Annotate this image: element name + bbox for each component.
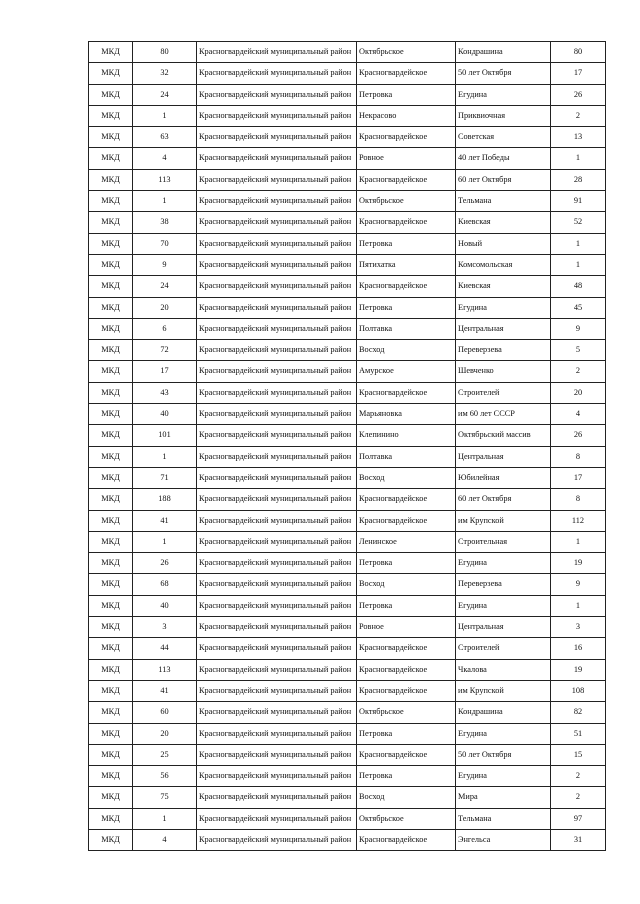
district-cell: Красногвардейский муниципальный район [197,105,357,126]
count-cell: 17 [133,361,197,382]
district-cell: Красногвардейский муниципальный район [197,276,357,297]
building-type-cell: МКД [89,766,133,787]
table-row [89,531,606,552]
district-cell: Красногвардейский муниципальный район [197,148,357,169]
settlement-cell: Красногвардейское [357,659,456,680]
building-type-cell: МКД [89,531,133,552]
house-number-cell: 1 [551,531,606,552]
district-cell: Красногвардейский муниципальный район [197,169,357,190]
house-number-cell: 80 [551,42,606,63]
district-cell: Красногвардейский муниципальный район [197,318,357,339]
street-cell: 50 лет Октября [456,744,551,765]
count-cell: 41 [133,510,197,531]
street-cell: Егудина [456,723,551,744]
building-type-cell: МКД [89,105,133,126]
street-cell: Шевченко [456,361,551,382]
table-row [89,297,606,318]
settlement-cell: Марьяновка [357,404,456,425]
count-cell: 26 [133,553,197,574]
house-number-cell: 2 [551,105,606,126]
count-cell: 40 [133,595,197,616]
street-cell: им 60 лет СССР [456,404,551,425]
count-cell: 113 [133,659,197,680]
building-type-cell: МКД [89,84,133,105]
house-number-cell: 2 [551,361,606,382]
building-type-cell: МКД [89,787,133,808]
house-number-cell: 26 [551,425,606,446]
table-row [89,148,606,169]
building-type-cell: МКД [89,318,133,339]
settlement-cell: Красногвардейское [357,510,456,531]
table-row [89,169,606,190]
street-cell: Егудина [456,766,551,787]
house-number-cell: 1 [551,233,606,254]
settlement-cell: Октябрьское [357,191,456,212]
settlement-cell: Красногвардейское [357,680,456,701]
count-cell: 101 [133,425,197,446]
district-cell: Красногвардейский муниципальный район [197,191,357,212]
table-row [89,680,606,701]
table-row [89,127,606,148]
settlement-cell: Красногвардейское [357,276,456,297]
district-cell: Красногвардейский муниципальный район [197,723,357,744]
district-cell: Красногвардейский муниципальный район [197,382,357,403]
building-type-cell: МКД [89,340,133,361]
district-cell: Красногвардейский муниципальный район [197,808,357,829]
table-row [89,404,606,425]
street-cell: Приквиочная [456,105,551,126]
count-cell: 24 [133,84,197,105]
house-number-cell: 17 [551,63,606,84]
street-cell: Центральная [456,318,551,339]
settlement-cell: Красногвардейское [357,63,456,84]
table-row [89,276,606,297]
count-cell: 4 [133,148,197,169]
house-number-cell: 48 [551,276,606,297]
count-cell: 75 [133,787,197,808]
district-cell: Красногвардейский муниципальный район [197,829,357,850]
count-cell: 68 [133,574,197,595]
settlement-cell: Красногвардейское [357,829,456,850]
building-type-cell: МКД [89,127,133,148]
house-number-cell: 4 [551,404,606,425]
settlement-cell: Ровное [357,148,456,169]
district-cell: Красногвардейский муниципальный район [197,617,357,638]
district-cell: Красногвардейский муниципальный район [197,127,357,148]
table-row [89,382,606,403]
building-type-cell: МКД [89,574,133,595]
district-cell: Красногвардейский муниципальный район [197,467,357,488]
count-cell: 71 [133,467,197,488]
building-type-cell: МКД [89,361,133,382]
settlement-cell: Октябрьское [357,808,456,829]
building-type-cell: МКД [89,553,133,574]
street-cell: 60 лет Октября [456,489,551,510]
table-row [89,63,606,84]
house-number-cell: 2 [551,766,606,787]
count-cell: 24 [133,276,197,297]
street-cell: Тельмана [456,808,551,829]
count-cell: 20 [133,297,197,318]
table-row [89,723,606,744]
table-row [89,254,606,275]
street-cell: Строителей [456,382,551,403]
table-row [89,702,606,723]
count-cell: 3 [133,617,197,638]
building-type-cell: МКД [89,489,133,510]
building-type-cell: МКД [89,808,133,829]
district-cell: Красногвардейский муниципальный район [197,340,357,361]
buildings-table [88,41,606,851]
building-type-cell: МКД [89,680,133,701]
house-number-cell: 51 [551,723,606,744]
count-cell: 4 [133,829,197,850]
count-cell: 56 [133,766,197,787]
settlement-cell: Петровка [357,84,456,105]
building-type-cell: МКД [89,723,133,744]
settlement-cell: Восход [357,787,456,808]
table-row [89,829,606,850]
street-cell: Мира [456,787,551,808]
table-row [89,766,606,787]
house-number-cell: 16 [551,638,606,659]
house-number-cell: 1 [551,595,606,616]
street-cell: Чкалова [456,659,551,680]
count-cell: 9 [133,254,197,275]
house-number-cell: 8 [551,489,606,510]
table-row [89,318,606,339]
street-cell: Комсомольская [456,254,551,275]
district-cell: Красногвардейский муниципальный район [197,510,357,531]
street-cell: Переверзева [456,340,551,361]
house-number-cell: 108 [551,680,606,701]
house-number-cell: 19 [551,659,606,680]
table-row [89,595,606,616]
district-cell: Красногвардейский муниципальный район [197,425,357,446]
district-cell: Красногвардейский муниципальный район [197,297,357,318]
table-row [89,446,606,467]
house-number-cell: 52 [551,212,606,233]
building-type-cell: МКД [89,212,133,233]
table-row [89,574,606,595]
building-type-cell: МКД [89,595,133,616]
building-type-cell: МКД [89,63,133,84]
district-cell: Красногвардейский муниципальный район [197,553,357,574]
count-cell: 6 [133,318,197,339]
count-cell: 43 [133,382,197,403]
street-cell: Октябрьский массив [456,425,551,446]
house-number-cell: 1 [551,148,606,169]
house-number-cell: 91 [551,191,606,212]
building-type-cell: МКД [89,702,133,723]
building-type-cell: МКД [89,382,133,403]
settlement-cell: Петровка [357,297,456,318]
count-cell: 38 [133,212,197,233]
district-cell: Красногвардейский муниципальный район [197,254,357,275]
district-cell: Красногвардейский муниципальный район [197,659,357,680]
count-cell: 20 [133,723,197,744]
settlement-cell: Красногвардейское [357,744,456,765]
count-cell: 44 [133,638,197,659]
settlement-cell: Петровка [357,553,456,574]
count-cell: 188 [133,489,197,510]
district-cell: Красногвардейский муниципальный район [197,638,357,659]
settlement-cell: Красногвардейское [357,638,456,659]
count-cell: 63 [133,127,197,148]
street-cell: Советская [456,127,551,148]
settlement-cell: Октябрьское [357,42,456,63]
house-number-cell: 8 [551,446,606,467]
count-cell: 1 [133,531,197,552]
house-number-cell: 82 [551,702,606,723]
house-number-cell: 97 [551,808,606,829]
house-number-cell: 13 [551,127,606,148]
district-cell: Красногвардейский муниципальный район [197,233,357,254]
district-cell: Красногвардейский муниципальный район [197,574,357,595]
settlement-cell: Петровка [357,233,456,254]
house-number-cell: 9 [551,574,606,595]
street-cell: Переверзева [456,574,551,595]
building-type-cell: МКД [89,254,133,275]
building-type-cell: МКД [89,467,133,488]
table-row [89,638,606,659]
table-row [89,42,606,63]
building-type-cell: МКД [89,42,133,63]
building-type-cell: МКД [89,276,133,297]
house-number-cell: 28 [551,169,606,190]
building-type-cell: МКД [89,829,133,850]
settlement-cell: Полтавка [357,446,456,467]
settlement-cell: Красногвардейское [357,169,456,190]
district-cell: Красногвардейский муниципальный район [197,680,357,701]
table-row [89,233,606,254]
building-type-cell: МКД [89,148,133,169]
house-number-cell: 1 [551,254,606,275]
count-cell: 80 [133,42,197,63]
table-row [89,467,606,488]
settlement-cell: Некрасово [357,105,456,126]
street-cell: Юбилейная [456,467,551,488]
count-cell: 72 [133,340,197,361]
district-cell: Красногвардейский муниципальный район [197,531,357,552]
street-cell: Центральная [456,446,551,467]
settlement-cell: Петровка [357,723,456,744]
table-row [89,212,606,233]
count-cell: 60 [133,702,197,723]
street-cell: 40 лет Победы [456,148,551,169]
house-number-cell: 20 [551,382,606,403]
count-cell: 1 [133,808,197,829]
table-row [89,659,606,680]
count-cell: 41 [133,680,197,701]
house-number-cell: 9 [551,318,606,339]
street-cell: Кондрашина [456,42,551,63]
street-cell: Новый [456,233,551,254]
table-row [89,105,606,126]
building-type-cell: МКД [89,659,133,680]
settlement-cell: Ленинское [357,531,456,552]
street-cell: Тельмана [456,191,551,212]
settlement-cell: Восход [357,340,456,361]
district-cell: Красногвардейский муниципальный район [197,595,357,616]
count-cell: 1 [133,191,197,212]
count-cell: 25 [133,744,197,765]
district-cell: Красногвардейский муниципальный район [197,42,357,63]
building-type-cell: МКД [89,510,133,531]
house-number-cell: 19 [551,553,606,574]
street-cell: им Крупской [456,510,551,531]
settlement-cell: Амурское [357,361,456,382]
table-row [89,808,606,829]
house-number-cell: 17 [551,467,606,488]
street-cell: Строительная [456,531,551,552]
house-number-cell: 15 [551,744,606,765]
building-type-cell: МКД [89,638,133,659]
settlement-cell: Петровка [357,766,456,787]
district-cell: Красногвардейский муниципальный район [197,787,357,808]
table-row [89,340,606,361]
count-cell: 32 [133,63,197,84]
settlement-cell: Петровка [357,595,456,616]
settlement-cell: Пятихатка [357,254,456,275]
count-cell: 1 [133,105,197,126]
count-cell: 40 [133,404,197,425]
district-cell: Красногвардейский муниципальный район [197,361,357,382]
settlement-cell: Красногвардейское [357,489,456,510]
district-cell: Красногвардейский муниципальный район [197,702,357,723]
count-cell: 113 [133,169,197,190]
street-cell: Киевская [456,276,551,297]
building-type-cell: МКД [89,744,133,765]
table-row [89,617,606,638]
count-cell: 1 [133,446,197,467]
district-cell: Красногвардейский муниципальный район [197,404,357,425]
street-cell: им Крупской [456,680,551,701]
settlement-cell: Красногвардейское [357,382,456,403]
street-cell: Егудина [456,553,551,574]
district-cell: Красногвардейский муниципальный район [197,766,357,787]
settlement-cell: Клепинино [357,425,456,446]
street-cell: Центральная [456,617,551,638]
building-type-cell: МКД [89,617,133,638]
table-row [89,191,606,212]
table-body [89,42,606,851]
table-row [89,84,606,105]
district-cell: Красногвардейский муниципальный район [197,212,357,233]
house-number-cell: 45 [551,297,606,318]
district-cell: Красногвардейский муниципальный район [197,84,357,105]
table-row [89,425,606,446]
count-cell: 70 [133,233,197,254]
settlement-cell: Красногвардейское [357,212,456,233]
district-cell: Красногвардейский муниципальный район [197,744,357,765]
table-row [89,510,606,531]
settlement-cell: Восход [357,467,456,488]
district-cell: Красногвардейский муниципальный район [197,446,357,467]
house-number-cell: 3 [551,617,606,638]
street-cell: Строителей [456,638,551,659]
street-cell: 60 лет Октября [456,169,551,190]
house-number-cell: 112 [551,510,606,531]
table-row [89,361,606,382]
settlement-cell: Октябрьское [357,702,456,723]
district-cell: Красногвардейский муниципальный район [197,63,357,84]
table-row [89,553,606,574]
street-cell: 50 лет Октября [456,63,551,84]
building-type-cell: МКД [89,169,133,190]
house-number-cell: 26 [551,84,606,105]
street-cell: Егудина [456,595,551,616]
street-cell: Егудина [456,297,551,318]
table-row [89,787,606,808]
settlement-cell: Красногвардейское [357,127,456,148]
house-number-cell: 5 [551,340,606,361]
house-number-cell: 2 [551,787,606,808]
house-number-cell: 31 [551,829,606,850]
street-cell: Кондрашина [456,702,551,723]
district-cell: Красногвардейский муниципальный район [197,489,357,510]
settlement-cell: Восход [357,574,456,595]
street-cell: Киевская [456,212,551,233]
building-type-cell: МКД [89,233,133,254]
table-row [89,489,606,510]
building-type-cell: МКД [89,404,133,425]
street-cell: Егудина [456,84,551,105]
settlement-cell: Полтавка [357,318,456,339]
street-cell: Энгельса [456,829,551,850]
building-type-cell: МКД [89,191,133,212]
building-type-cell: МКД [89,446,133,467]
settlement-cell: Ровное [357,617,456,638]
building-type-cell: МКД [89,425,133,446]
building-type-cell: МКД [89,297,133,318]
table-row [89,744,606,765]
